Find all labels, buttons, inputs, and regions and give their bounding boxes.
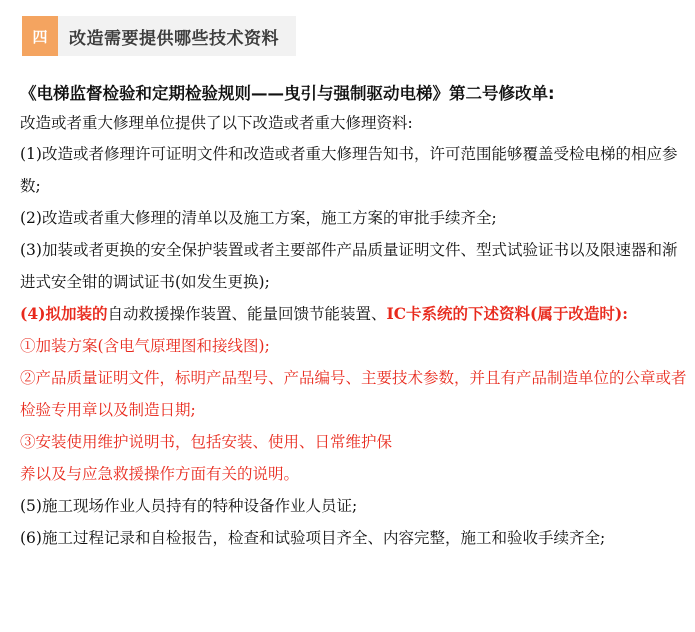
list-item-2: (2)改造或者重大修理的清单以及施工方案，施工方案的审批手续齐全; — [20, 209, 497, 227]
sub-item-1: ①加装方案(含电气原理图和接线图); — [20, 337, 270, 355]
section-title: 改造需要提供哪些技术资料 — [69, 28, 279, 49]
document-intro: 改造或者重大修理单位提供了以下改造或者重大修理资料: — [20, 114, 413, 132]
list-item-5: (5)施工现场作业人员持有的特种设备作业人员证; — [20, 497, 358, 515]
list-item-1: (1)改造或者修理许可证明文件和改造或者重大修理告知书，许可范围能够覆盖受检电梯的相应参数; — [20, 145, 678, 195]
document-body — [20, 80, 688, 554]
document-title: 《电梯监督检验和定期检验规则——曳引与强制驱动电梯》第二号修改单: — [20, 84, 555, 103]
list-item-4-mid: 自动救援操作装置、能量回馈节能装置、 — [107, 305, 387, 323]
sub-item-2: ②产品质量证明文件，标明产品型号、产品编号、主要技术参数，并且有产品制造单位的公章或者检验专用章以及制造日期; — [20, 369, 687, 419]
section-header — [22, 16, 296, 56]
list-item-4 — [20, 298, 688, 330]
list-item-3: (3)加装或者更换的安全保护装置或者主要部件产品质量证明文件、型式试验证书以及限速器和渐进式安全钳的调试证书(如发生更换); — [20, 241, 678, 291]
section-number-badge: 四 — [22, 16, 58, 56]
list-item-4-prefix: (4)拟加装的 — [20, 304, 108, 323]
sub-item-3-line-1: ③安装使用维护说明书，包括安装、使用、日常维护保 — [20, 433, 393, 451]
list-item-4-suffix: IC卡系统的下述资料(属于改造时): — [386, 304, 628, 323]
sub-item-3-line-2: 养以及与应急救援操作方面有关的说明。 — [20, 465, 300, 483]
list-item-6: (6)施工过程记录和自检报告，检查和试验项目齐全、内容完整，施工和验收手续齐全; — [20, 529, 606, 547]
